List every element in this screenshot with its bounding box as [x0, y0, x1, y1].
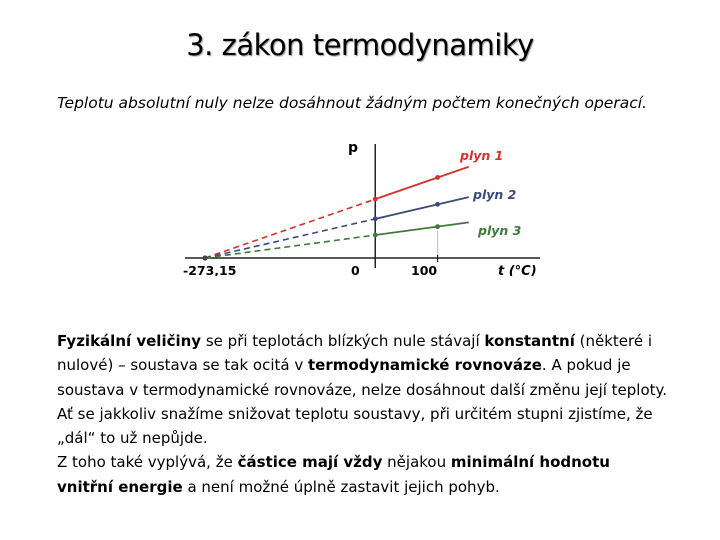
- text-run: nějakou: [382, 453, 451, 472]
- series-3-point: [435, 224, 440, 229]
- absolute-zero-point: [202, 255, 207, 260]
- series-3-extrapolation: [205, 235, 375, 258]
- text-run: (některé i nulové) – soustava se tak ocitá v: [57, 332, 652, 375]
- text-run: Z toho také vyplývá, že: [57, 453, 238, 472]
- x-tick-label: 100: [411, 263, 438, 276]
- series-1-point: [373, 197, 378, 202]
- series-label-plyn-1: plyn 1: [460, 148, 504, 163]
- term-constant: konstantní: [484, 332, 575, 350]
- intro-text: Teplotu absolutní nuly nelze dosáhnout žádným počtem konečných operací.: [57, 94, 647, 112]
- x-tick-label: 0: [351, 263, 360, 276]
- y-axis-label: p: [348, 140, 359, 156]
- pressure-temperature-chart: [175, 136, 555, 276]
- x-tick-label: -273,15: [183, 263, 237, 276]
- paragraph-equilibrium: [57, 329, 669, 450]
- series-3-point: [373, 233, 378, 238]
- series-1-point: [435, 175, 440, 180]
- x-axis-label: t (°C): [498, 264, 537, 276]
- slide-title: 3. zákon termodynamiky: [186, 28, 534, 62]
- series-1-extrapolation: [205, 199, 375, 258]
- series-label-plyn-2: plyn 2: [473, 187, 517, 202]
- term-min-energy: minimální hodnotu vnitřní energie: [57, 453, 610, 496]
- chart-series-layer: [202, 167, 468, 261]
- series-2-point: [435, 202, 440, 207]
- series-2-line: [375, 197, 469, 219]
- series-3-line: [375, 222, 469, 235]
- text-run: a není možné úplně zastavit jejich pohyb.: [182, 477, 500, 496]
- term-equilibrium: termodynamické rovnováze: [308, 356, 542, 375]
- series-label-plyn-3: plyn 3: [478, 223, 522, 238]
- paragraph-conclusion: [57, 450, 669, 499]
- term-particles: částice mají vždy: [237, 453, 383, 472]
- text-run: . A pokud je soustava v termodynamické rovnováze, nelze dosáhnout další změnu její teploty. Ať se jakkoliv snažíme snižovat teplotu soustavy, při určitém stupni zjistíme, že „dál“ to už nepůjde.: [57, 356, 668, 448]
- body-text: [57, 329, 669, 499]
- series-2-extrapolation: [205, 219, 375, 258]
- series-2-point: [373, 216, 378, 221]
- series-1-line: [375, 167, 469, 199]
- term-physical-quantities: Fyzikální veličiny: [57, 332, 202, 350]
- text-run: se při teplotách blízkých nule stávají: [201, 332, 485, 350]
